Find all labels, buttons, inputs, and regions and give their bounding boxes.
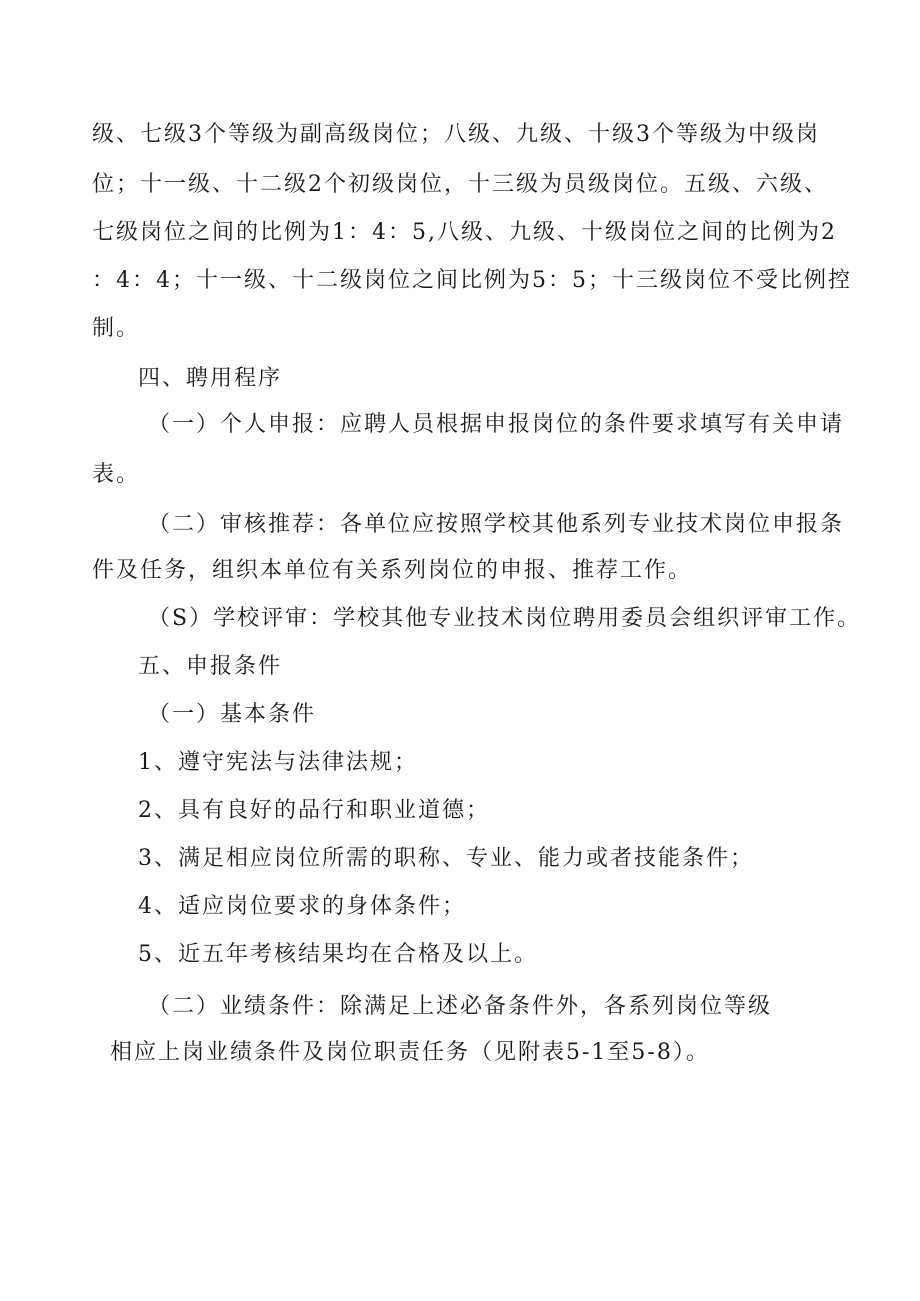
subsection-heading: （一）基本条件 bbox=[148, 702, 317, 727]
text-line: （二）审核推荐：各单位应按照学校其他系列专业技术岗位申报条 bbox=[148, 512, 845, 537]
section-heading: 五、申报条件 bbox=[138, 654, 283, 679]
text-line: 表。 bbox=[92, 462, 141, 487]
list-item: 3、满足相应岗位所需的职称、专业、能力或者技能条件； bbox=[138, 846, 754, 871]
text-line: 位；十一级、十二级2个初级岗位，十三级为员级岗位。五级、六级、 bbox=[92, 172, 828, 197]
list-item: 5、近五年考核结果均在合格及以上。 bbox=[138, 942, 538, 967]
text-line: 制。 bbox=[92, 316, 141, 341]
text-line: （二）业绩条件：除满足上述必备条件外，各系列岗位等级 bbox=[148, 994, 773, 1019]
text-line: 级、七级3个等级为副高级岗位；八级、九级、十级3个等级为中级岗 bbox=[92, 122, 820, 147]
text-line: 件及任务，组织本单位有关系列岗位的申报、推荐工作。 bbox=[92, 558, 693, 583]
list-item: 2、具有良好的品行和职业道德； bbox=[138, 798, 490, 823]
section-heading: 四、聘用程序 bbox=[138, 366, 283, 391]
list-item: 4、适应岗位要求的身体条件； bbox=[138, 894, 466, 919]
text-line: （一）个人申报：应聘人员根据申报岗位的条件要求填写有关申请 bbox=[148, 412, 845, 437]
text-line: ：4：4；十一级、十二级岗位之间比例为5：5；十三级岗位不受比例控 bbox=[92, 268, 852, 293]
text-line: 七级岗位之间的比例为1：4：5,八级、九级、十级岗位之间的比例为2 bbox=[92, 220, 837, 245]
text-line: （S）学校评审：学校其他专业技术岗位聘用委员会组织评审工作。 bbox=[148, 606, 862, 631]
list-item: 1、遵守宪法与法律法规； bbox=[138, 750, 418, 775]
text-line: 相应上岗业绩条件及岗位职责任务（见附表5-1至5-8）。 bbox=[110, 1040, 710, 1065]
